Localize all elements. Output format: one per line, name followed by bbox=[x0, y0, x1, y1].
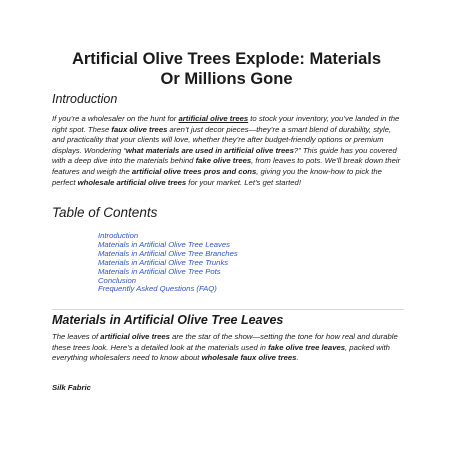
intro-text-segment: to stock your inventory, you’ve landed in the right spot. These bbox=[52, 114, 400, 134]
toc-link-label: Materials in Artificial Olive Tree Branches bbox=[98, 248, 238, 258]
intro-text-segment: what materials are used in artificial olive trees bbox=[125, 145, 294, 155]
toc-link-label: Materials in Artificial Olive Tree Trunks bbox=[98, 257, 229, 267]
leaves-text-segment: . bbox=[296, 353, 299, 363]
intro-text-segment: ?” This guide has you covered with a deep dive into the materials behind bbox=[52, 145, 397, 166]
intro-text-segment: artificial olive trees pros and cons bbox=[131, 166, 257, 176]
leaves-text-segment: The leaves of bbox=[52, 332, 101, 341]
table-of-contents-list bbox=[98, 232, 238, 294]
introduction-heading: Introduction bbox=[52, 92, 118, 106]
section-divider bbox=[52, 309, 404, 310]
toc-link-label: Conclusion bbox=[98, 275, 137, 285]
intro-text-segment: for your market. Let’s get started! bbox=[186, 177, 301, 187]
toc-link-label: Materials in Artificial Olive Tree Pots bbox=[98, 266, 221, 276]
table-of-contents-heading: Table of Contents bbox=[52, 205, 158, 220]
leaves-text-segment: fake olive tree leaves bbox=[268, 342, 346, 352]
page-title bbox=[40, 49, 413, 89]
intro-text-segment: wholesale artificial olive trees bbox=[77, 177, 187, 187]
leaves-text-segment: wholesale faux olive trees bbox=[201, 353, 297, 363]
intro-text-segment: , giving you the know-how to pick the perfect bbox=[52, 166, 382, 187]
page-title-line-1: Artificial Olive Trees Explode: Materials bbox=[71, 50, 382, 68]
intro-text-segment: aren’t just decor pieces—they’re a smart blend of durability, style, and practicality that your clients will love, whether they’re after budget-friendly options or premium displays. Wondering “ bbox=[52, 124, 392, 155]
leaves-text-segment: artificial olive trees bbox=[100, 332, 170, 341]
leaves-section-heading: Materials in Artificial Olive Tree Leaves bbox=[52, 313, 284, 327]
intro-text-segment: faux olive trees bbox=[111, 124, 168, 134]
introduction-paragraph bbox=[52, 114, 404, 188]
toc-link-label: Introduction bbox=[98, 231, 139, 240]
page-title-line-2: Or Millions Gone bbox=[160, 70, 293, 88]
leaves-text-segment: are the star of the show—setting the tone for how real and durable these trees look. Here’s a detailed look at the materials used in bbox=[52, 332, 398, 352]
leaves-section-paragraph bbox=[52, 332, 404, 364]
intro-text-segment: , from leaves to pots. We’ll break down their features and weigh the bbox=[52, 156, 401, 176]
leaves-text-segment: , packed with everything wholesalers need to know about bbox=[52, 342, 390, 363]
intro-text-segment: If you’re a wholesaler on the hunt for bbox=[52, 114, 179, 123]
intro-text-segment bbox=[179, 114, 249, 123]
intro-text-underlined-keyword: artificial olive trees bbox=[178, 114, 249, 123]
toc-link-label: Materials in Artificial Olive Tree Leaves bbox=[98, 239, 231, 249]
toc-link-item[interactable] bbox=[98, 285, 238, 294]
silk-fabric-subheading: Silk Fabric bbox=[52, 383, 91, 392]
intro-text-segment: fake olive trees bbox=[195, 156, 252, 166]
toc-link-label: Frequently Asked Questions (FAQ) bbox=[98, 284, 217, 294]
